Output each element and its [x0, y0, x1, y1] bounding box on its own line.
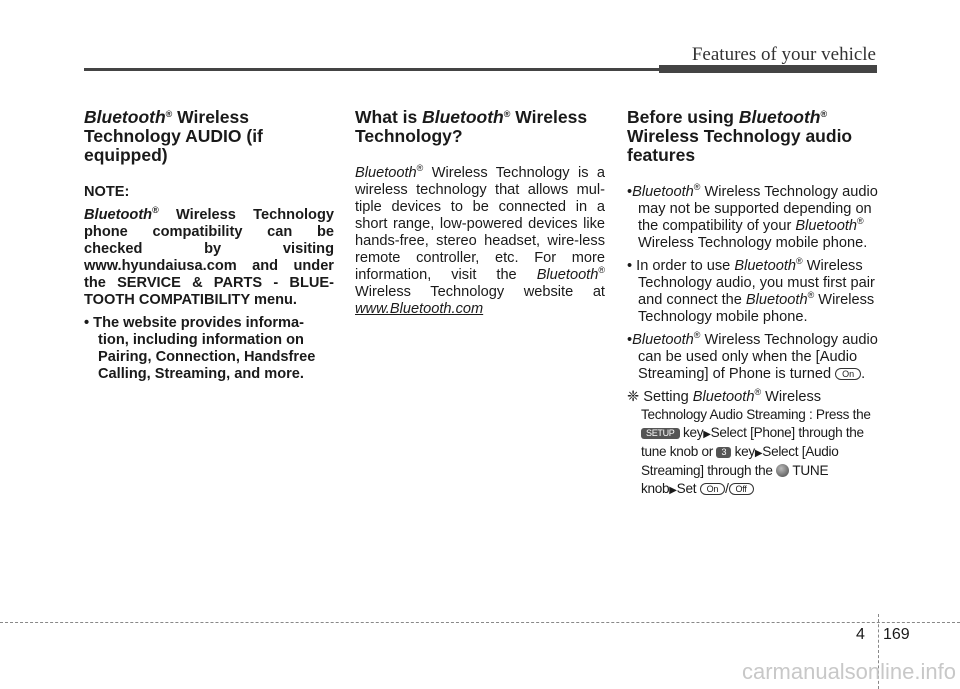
header-rule — [84, 68, 659, 71]
list-text: Wireless Technology audio can be used only when the [Audio Streaming] of Phone is turned — [638, 332, 878, 382]
note-bullet: • The website provides informa-tion, including information on Pairing, Connection, Handsfree Calling, Streaming, and more. — [84, 315, 316, 382]
setting-text: key — [679, 425, 704, 440]
note-title: NOTE: — [84, 184, 130, 200]
column-2 — [355, 108, 605, 318]
list-text: Wireless Technology audio may not be supported depending on the compatibility of your — [638, 184, 878, 234]
brand-text: Bluetooth — [632, 184, 694, 200]
on-button-icon: On — [835, 368, 861, 380]
setting-instructions — [627, 389, 879, 499]
registered-mark: ® — [693, 330, 701, 340]
list-text: Wireless Technology mobile phone. — [638, 235, 868, 251]
registered-mark: ® — [807, 290, 815, 300]
registered-mark: ® — [693, 182, 701, 192]
note-text: Wireless Technology phone compatibility can be checked by visiting www.hyundaiusa.com and under the SERVICE & PARTS - BLUE-TOOTH COMPATIBILITY menu. — [84, 207, 334, 308]
setting-text: Technology Audio Streaming : Press the — [641, 407, 871, 422]
heading-text: Wireless Technology? — [355, 107, 588, 146]
brand-text: Bluetooth — [84, 207, 153, 223]
section-heading-what-is — [355, 108, 605, 146]
setup-key-icon: SETUP — [641, 428, 680, 439]
brand-text: Bluetooth — [355, 165, 417, 181]
brand-text: Bluetooth — [536, 267, 599, 283]
list-item: •Bluetooth® Wireless Technology audio can be used only when the [Audio Streaming] of Phone is turned On . — [627, 330, 878, 382]
registered-mark: ® — [796, 256, 803, 266]
header-title: Features of your vehicle — [691, 44, 876, 65]
page-number: 169 — [883, 626, 910, 643]
list-text: Wireless Technology audio, you must first pair and connect the — [638, 258, 875, 308]
list-item: •Bluetooth® Wireless Technology audio may not be supported depending on the compatibility of your Bluetooth® Wireless Technology mobile phone. — [627, 182, 878, 251]
heading-text: Wireless Technology audio features — [627, 126, 853, 165]
brand-text: Bluetooth — [795, 218, 858, 234]
paragraph-text: Wireless Technology website at — [355, 284, 605, 300]
heading-text: Wireless Technology AUDIO (if equipped) — [84, 107, 263, 165]
registered-mark: ® — [598, 265, 605, 275]
setting-text: Setting — [639, 389, 693, 405]
header-bar — [659, 65, 877, 73]
brand-text: Bluetooth — [422, 107, 504, 127]
registered-mark: ® — [503, 109, 511, 119]
setting-text: key — [731, 444, 755, 459]
list-text: In order to use — [636, 258, 735, 274]
brand-text: Bluetooth — [734, 258, 797, 274]
before-using-list — [627, 184, 879, 383]
registered-mark: ® — [152, 205, 159, 215]
watermark: carmanualsonline.info — [741, 659, 956, 684]
arrow-right-icon: ▶ — [754, 448, 763, 459]
section-heading-audio — [84, 108, 334, 165]
registered-mark: ® — [754, 387, 762, 397]
off-button-icon: Off — [729, 483, 754, 495]
registered-mark: ® — [820, 109, 828, 119]
heading-text: What is — [355, 107, 423, 127]
heading-text: Before using — [627, 107, 739, 127]
arrow-right-icon: ▶ — [669, 485, 677, 496]
key-3-icon: 3 — [716, 447, 731, 458]
list-text: Wireless Technology mobile phone. — [638, 292, 875, 325]
setting-text: / — [725, 481, 729, 496]
setting-steps — [641, 407, 871, 496]
brand-text: Bluetooth — [632, 332, 694, 348]
note-mark-icon: ❈ — [627, 389, 640, 405]
setting-text: Select [Audio Streaming] through the — [641, 444, 839, 478]
section-heading-before-using — [627, 108, 879, 165]
note-body — [84, 207, 334, 309]
footer-rule — [0, 622, 960, 623]
column-3 — [627, 108, 879, 499]
brand-text: Bluetooth — [738, 107, 821, 127]
brand-text: Bluetooth — [692, 389, 755, 405]
setting-text: TUNE knob — [641, 463, 829, 496]
what-is-paragraph — [355, 165, 605, 318]
brand-text: Bluetooth — [745, 292, 808, 308]
bluetooth-website-link[interactable]: www.Bluetooth.com — [355, 301, 484, 317]
list-text: . — [861, 366, 866, 382]
chapter-number: 4 — [856, 626, 865, 643]
list-item: • In order to use Bluetooth® Wireless Technology audio, you must first pair and connect the Bluetooth® Wireless Technology mobile phone. — [627, 256, 875, 325]
paragraph-text: Wireless Technology is a wireless technology that allows mul-tiple devices to be connected in a short range, low-powered devices like hands-free, stereo headset, wire-less remote controller, etc. For more information, visit the — [355, 165, 605, 283]
column-1 — [84, 108, 334, 383]
registered-mark: ® — [416, 163, 424, 173]
arrow-right-icon: ▶ — [703, 429, 711, 440]
brand-text: Bluetooth — [84, 107, 166, 127]
setting-text: Select [Phone] through the tune knob or — [641, 425, 864, 459]
setting-text: Wireless — [761, 389, 822, 405]
on-button-icon: On — [700, 483, 725, 495]
setting-text: Set — [676, 481, 700, 496]
registered-mark: ® — [857, 216, 864, 226]
registered-mark: ® — [165, 109, 173, 119]
tune-knob-icon — [776, 464, 789, 477]
